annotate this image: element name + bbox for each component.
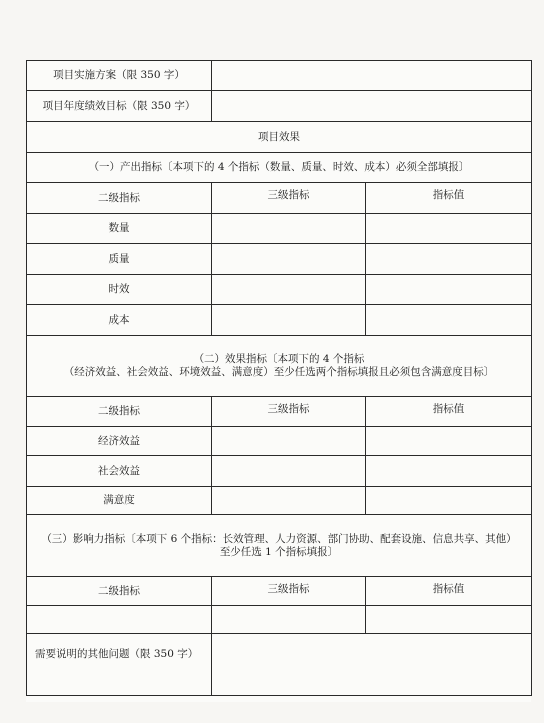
section1-header-value: 指标值	[366, 183, 532, 214]
table-row	[27, 275, 532, 305]
value-cell[interactable]	[366, 214, 532, 244]
row-label-cost: 成本	[27, 305, 212, 336]
annual-goal-label: 项目年度绩效目标（限 350 字）	[27, 91, 212, 122]
row-label-satisfaction: 满意度	[27, 487, 212, 515]
section1-header-row	[27, 183, 532, 214]
section3-header-level3: 三级指标	[212, 577, 366, 606]
section3-title	[27, 515, 532, 577]
row-label-timeliness: 时效	[27, 275, 212, 305]
plan-row	[27, 61, 532, 91]
plan-value-cell[interactable]	[212, 61, 532, 91]
section2-title-line1: （二）效果指标〔本项下的 4 个指标	[193, 353, 365, 366]
section1-title-row	[27, 153, 532, 183]
section3-header-level2: 二级指标	[27, 577, 212, 606]
form-table	[26, 60, 532, 696]
section1-header-level3: 三级指标	[212, 183, 366, 214]
level3-cell[interactable]	[212, 214, 366, 244]
level3-cell[interactable]	[212, 487, 366, 515]
value-cell[interactable]	[366, 606, 532, 634]
performance-target-form	[26, 60, 531, 702]
level3-cell[interactable]	[212, 456, 366, 487]
value-cell[interactable]	[366, 487, 532, 515]
effect-title-row	[27, 122, 532, 153]
level3-cell[interactable]	[212, 427, 366, 456]
row-label-economic-benefit: 经济效益	[27, 427, 212, 456]
row-label-social-benefit: 社会效益	[27, 456, 212, 487]
section2-title-line2: （经济效益、社会效益、环境效益、满意度）至少任选两个指标填报且必须包含满意度目标〕	[63, 366, 495, 378]
annual-goal-row	[27, 91, 532, 122]
section2-header-level2: 二级指标	[27, 397, 212, 427]
other-notes-row	[27, 634, 532, 696]
other-notes-value-cell[interactable]	[212, 634, 532, 696]
table-row	[27, 427, 532, 456]
plan-label: 项目实施方案（限 350 字）	[27, 61, 212, 91]
section3-title-line1: （三）影响力指标〔本项下 6 个指标：长效管理、人力资源、部门协助、配套设施、信息共享、其他）	[41, 532, 517, 545]
other-notes-label: 需要说明的其他问题（限 350 字）	[27, 634, 212, 696]
section2-title-row	[27, 336, 532, 397]
section3-header-row	[27, 577, 532, 606]
section2-header-level3: 三级指标	[212, 397, 366, 427]
section3-header-value: 指标值	[366, 577, 532, 606]
table-row	[27, 606, 532, 634]
level3-cell[interactable]	[212, 305, 366, 336]
level2-cell[interactable]	[27, 606, 212, 634]
level3-cell[interactable]	[212, 244, 366, 275]
effect-title: 项目效果	[27, 122, 532, 153]
section2-title	[27, 336, 532, 397]
section2-header-row	[27, 397, 532, 427]
section3-title-row	[27, 515, 532, 577]
table-row	[27, 214, 532, 244]
value-cell[interactable]	[366, 244, 532, 275]
row-label-quality: 质量	[27, 244, 212, 275]
section2-header-value: 指标值	[366, 397, 532, 427]
table-row	[27, 456, 532, 487]
section1-title: （一）产出指标〔本项下的 4 个指标（数量、质量、时效、成本）必须全部填报〕	[27, 153, 532, 183]
value-cell[interactable]	[366, 305, 532, 336]
section3-title-line2: 至少任选 1 个指标填报〕	[219, 545, 339, 558]
table-row	[27, 244, 532, 275]
table-row	[27, 487, 532, 515]
value-cell[interactable]	[366, 427, 532, 456]
annual-goal-value-cell[interactable]	[212, 91, 532, 122]
level3-cell[interactable]	[212, 275, 366, 305]
table-row	[27, 305, 532, 336]
section1-header-level2: 二级指标	[27, 183, 212, 214]
row-label-quantity: 数量	[27, 214, 212, 244]
value-cell[interactable]	[366, 456, 532, 487]
value-cell[interactable]	[366, 275, 532, 305]
level3-cell[interactable]	[212, 606, 366, 634]
